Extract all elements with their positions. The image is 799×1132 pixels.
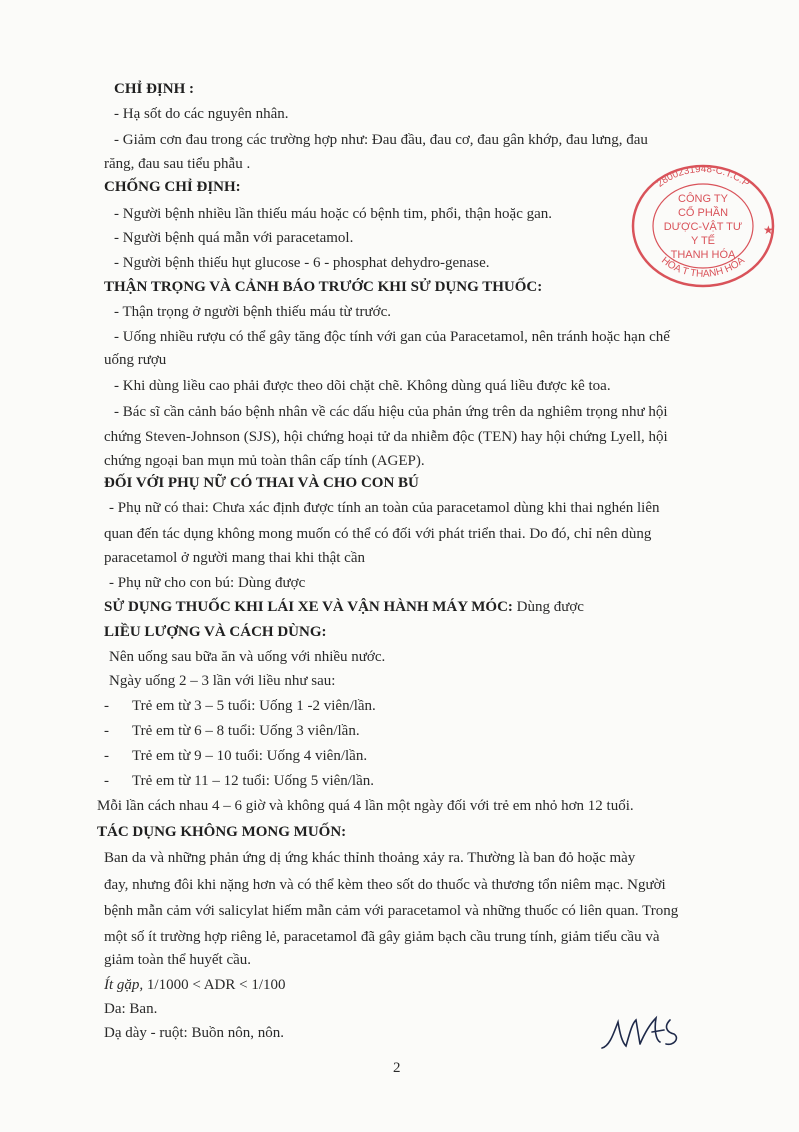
- text-line: - Phụ nữ cho con bú: Dùng được: [109, 575, 306, 591]
- text-line: - Khi dùng liều cao phải được theo dõi chặt chẽ. Không dùng quá liều được kê toa.: [114, 378, 611, 394]
- page-number: 2: [393, 1060, 401, 1076]
- dose-text: Trẻ em từ 9 – 10 tuổi: Uống 4 viên/lần.: [132, 748, 368, 764]
- heading-lieu-luong: LIỀU LƯỢNG VÀ CÁCH DÙNG:: [104, 624, 327, 640]
- text-line: giảm toàn thể huyết cầu.: [104, 952, 252, 968]
- dose-item: [104, 697, 376, 715]
- text-line: Ngày uống 2 – 3 lần với liều như sau:: [109, 673, 336, 689]
- text-line: Ban da và những phản ứng dị ứng khác thỉnh thoảng xảy ra. Thường là ban đỏ hoặc mày: [104, 850, 636, 866]
- stamp-arc-top: 2800231948-C.T.C.P: [654, 163, 752, 190]
- text-line: - Uống nhiều rượu có thể gây tăng độc tính với gan của Paracetamol, nên tránh hoặc hạn chế: [114, 329, 670, 345]
- text-line: răng, đau sau tiểu phẫu .: [104, 156, 251, 172]
- text-line: chứng ngoại ban mụn mủ toàn thân cấp tính (AGEP).: [104, 453, 425, 469]
- adr-label: Ít gặp,: [104, 977, 144, 993]
- dose-text: Trẻ em từ 11 – 12 tuổi: Uống 5 viên/lần.: [132, 773, 375, 789]
- text-line: đay, nhưng đôi khi nặng hơn và có thể kèm theo sốt do thuốc và thương tổn niêm mạc. Người: [104, 877, 666, 893]
- adr-line: [104, 976, 286, 994]
- heading-tac-dung: TÁC DỤNG KHÔNG MONG MUỐN:: [97, 824, 347, 840]
- stamp-line2: CỔ PHẦN: [677, 207, 729, 219]
- stamp-line3: DƯỢC-VẬT TƯ: [663, 221, 743, 233]
- lai-xe-value: Dùng được: [512, 599, 584, 615]
- heading-chong-chi-dinh: CHỐNG CHỈ ĐỊNH:: [104, 179, 241, 195]
- heading-than-trong: THẬN TRỌNG VÀ CẢNH BÁO TRƯỚC KHI SỬ DỤNG THUỐC:: [104, 279, 543, 295]
- dose-text: Trẻ em từ 6 – 8 tuổi: Uống 3 viên/lần.: [132, 723, 360, 739]
- heading-chi-dinh: CHỈ ĐỊNH :: [114, 81, 195, 97]
- text-line: Da: Ban.: [104, 1001, 158, 1017]
- text-line: paracetamol ở người mang thai khi thật cần: [104, 550, 365, 566]
- dose-item: [104, 722, 360, 740]
- text-line: - Người bệnh nhiều lần thiếu máu hoặc có bệnh tim, phổi, thận hoặc gan.: [114, 206, 553, 222]
- text-line: uống rượu: [104, 352, 167, 368]
- dose-item: [104, 772, 374, 790]
- dose-text: Trẻ em từ 3 – 5 tuổi: Uống 1 -2 viên/lần.: [132, 698, 376, 714]
- bullet: -: [104, 748, 109, 764]
- text-line: Mỗi lần cách nhau 4 – 6 giờ và không quá 4 lần một ngày đối với trẻ em nhỏ hơn 12 tuổi.: [97, 798, 634, 814]
- bullet: -: [104, 723, 109, 739]
- text-line: bệnh mẫn cảm với salicylat hiếm mẫn cảm với paracetamol và những thuốc có liên quan. Trong: [104, 903, 679, 919]
- text-line: - Thận trọng ở người bệnh thiếu máu từ trước.: [114, 304, 392, 320]
- heading-lai-xe: SỬ DỤNG THUỐC KHI LÁI XE VÀ VẬN HÀNH MÁY MÓC:: [104, 599, 513, 615]
- stamp-line5: THANH HÓA: [670, 249, 736, 261]
- text-line: - Giảm cơn đau trong các trường hợp như: Đau đầu, đau cơ, đau gân khớp, đau lưng, đau: [114, 132, 648, 148]
- star-icon: ★: [763, 223, 774, 237]
- signature: [600, 1012, 710, 1059]
- text-line: quan đến tác dụng không mong muốn có thể có đối với phát triển thai. Do đó, chỉ nên dùng: [104, 526, 652, 542]
- text-line: - Hạ sốt do các nguyên nhân.: [114, 106, 289, 122]
- company-stamp: [628, 158, 778, 288]
- text-line: - Người bệnh thiếu hụt glucose - 6 - phosphat dehydro-genase.: [114, 255, 490, 271]
- bullet: -: [104, 773, 109, 789]
- text-line: Nên uống sau bữa ăn và uống với nhiều nước.: [109, 649, 386, 665]
- dose-item: [104, 747, 367, 765]
- stamp-svg: [628, 158, 778, 288]
- bullet: -: [104, 698, 109, 714]
- text-line: một số ít trường hợp riêng lẻ, paracetamol đã gây giảm bạch cầu trung tính, giảm tiểu cầu và: [104, 929, 660, 945]
- stamp-arc-bottom: HÓA T THANH HÓA: [659, 255, 747, 280]
- text-line: - Phụ nữ có thai: Chưa xác định được tính an toàn của paracetamol dùng khi thai nghén liên: [109, 500, 660, 516]
- stamp-line4: Y TẾ: [690, 235, 716, 247]
- heading-phu-nu: ĐỐI VỚI PHỤ NỮ CÓ THAI VÀ CHO CON BÚ: [104, 475, 419, 491]
- text-line: - Người bệnh quá mẫn với paracetamol.: [114, 230, 354, 246]
- lai-xe-line: [104, 598, 584, 616]
- text-line: Dạ dày - ruột: Buồn nôn, nôn.: [104, 1025, 284, 1041]
- signature-svg: [600, 1012, 710, 1054]
- text-line: - Bác sĩ cần cảnh báo bệnh nhân về các dấu hiệu của phản ứng trên da nghiêm trọng như hội: [114, 404, 668, 420]
- stamp-line1: CÔNG TY: [678, 193, 728, 205]
- text-line: chứng Steven-Johnson (SJS), hội chứng hoại tử da nhiễm độc (TEN) hay hội chứng Lyell, hội: [104, 429, 668, 445]
- adr-value: 1/1000 < ADR < 1/100: [143, 977, 286, 993]
